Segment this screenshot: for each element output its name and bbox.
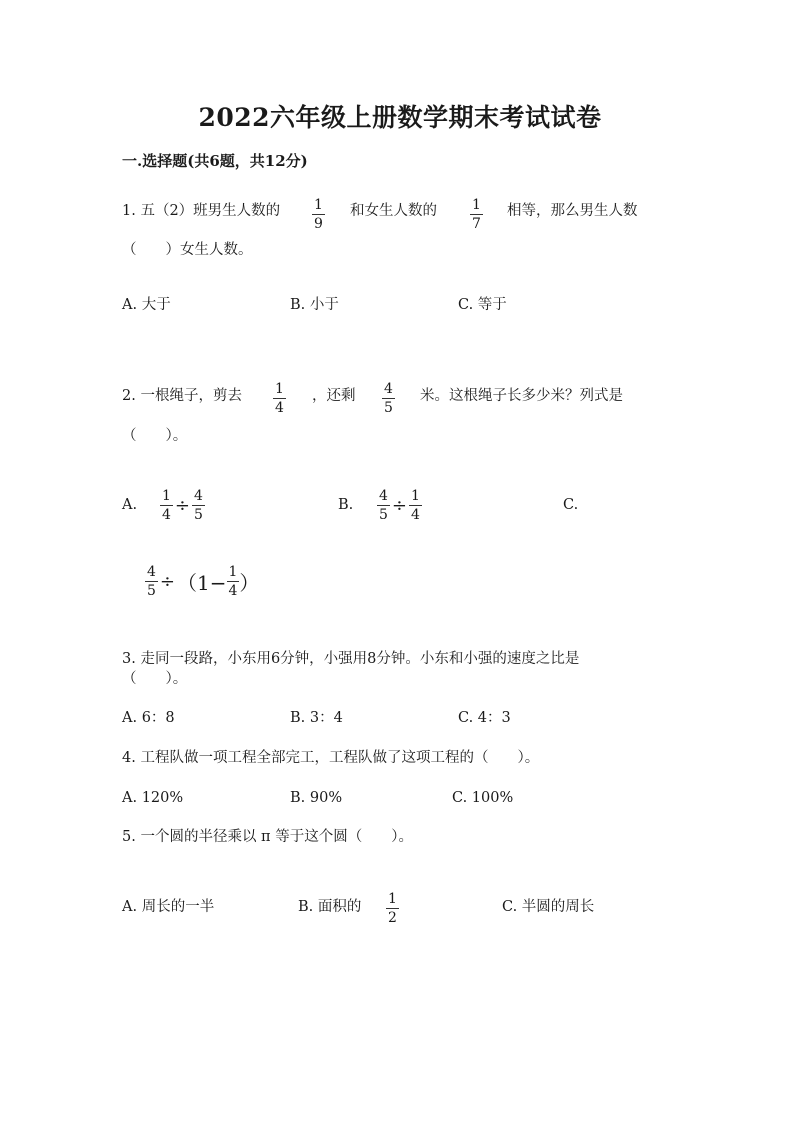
fraction-numerator: 1 bbox=[472, 197, 481, 213]
q2-option-c-expression[interactable] bbox=[145, 564, 259, 599]
fraction-denominator: 5 bbox=[384, 400, 393, 416]
q5-option-a[interactable]: A. 周长的一半 bbox=[122, 899, 215, 915]
q2-text-c: 米。这根绳子长多少米？列式是 bbox=[420, 388, 623, 404]
q2-option-b-label[interactable]: B. bbox=[338, 497, 354, 513]
q2-option-b-expression[interactable] bbox=[377, 488, 422, 523]
q5-option-b-fraction bbox=[386, 891, 399, 926]
divide-sign: ÷ bbox=[391, 495, 408, 516]
q4-text: 4. 工程队做一项工程全部完工，工程队做了这项工程的（ ）。 bbox=[122, 750, 540, 766]
q2-fraction-1 bbox=[273, 381, 286, 416]
q1-text-c: 相等，那么男生人数 bbox=[507, 203, 638, 219]
fraction-denominator: 4 bbox=[228, 583, 238, 599]
right-paren: ） bbox=[239, 571, 260, 595]
section-heading: 一.选择题(共6题，共12分) bbox=[122, 152, 308, 170]
q4-option-c[interactable]: C. 100% bbox=[452, 790, 514, 806]
fraction-numerator: 1 bbox=[162, 488, 171, 504]
q5-text: 5. 一个圆的半径乘以 π 等于这个圆（ ）。 bbox=[122, 829, 413, 845]
divide-sign: ÷ bbox=[174, 495, 191, 516]
q5-option-c[interactable]: C. 半圆的周长 bbox=[502, 899, 595, 915]
q3-option-c[interactable]: C. 4：3 bbox=[458, 710, 511, 726]
q3-text-a: 3. 走同一段路，小东用6分钟，小强用8分钟。小东和小强的速度之比是 bbox=[122, 651, 580, 667]
fraction-denominator: 4 bbox=[411, 507, 420, 523]
fraction bbox=[160, 488, 173, 523]
fraction-denominator: 2 bbox=[388, 910, 397, 926]
fraction-numerator: 4 bbox=[384, 381, 393, 397]
q5-option-b[interactable]: B. 面积的 bbox=[298, 899, 362, 915]
fraction-numerator: 4 bbox=[379, 488, 388, 504]
page-title: 2022六年级上册数学期末考试试卷 bbox=[198, 103, 602, 132]
q3-option-b[interactable]: B. 3：4 bbox=[290, 710, 343, 726]
fraction-denominator: 9 bbox=[314, 216, 323, 232]
q2-text-b: ，还剩 bbox=[312, 388, 356, 404]
q2-option-c-label[interactable]: C. bbox=[563, 497, 579, 513]
q1-text-d: （ ）女生人数。 bbox=[122, 242, 253, 258]
fraction-numerator: 1 bbox=[314, 197, 323, 213]
fraction bbox=[227, 564, 240, 599]
left-paren-one-minus: （1− bbox=[177, 571, 227, 595]
fraction-numerator: 1 bbox=[411, 488, 420, 504]
divide-sign: ÷ bbox=[159, 571, 176, 592]
fraction-denominator: 5 bbox=[194, 507, 203, 523]
fraction bbox=[192, 488, 205, 523]
q1-fraction-2 bbox=[470, 197, 483, 232]
q2-fraction-2 bbox=[382, 381, 395, 416]
q4-option-b[interactable]: B. 90% bbox=[290, 790, 343, 806]
fraction-denominator: 5 bbox=[379, 507, 388, 523]
fraction-numerator: 1 bbox=[228, 564, 238, 580]
q1-fraction-1 bbox=[312, 197, 325, 232]
q2-option-a-expression[interactable] bbox=[160, 488, 205, 523]
q2-text-a: 2. 一根绳子，剪去 bbox=[122, 388, 242, 404]
q1-option-a[interactable]: A. 大于 bbox=[122, 297, 171, 313]
q3-text-b: （ ）。 bbox=[122, 671, 188, 687]
fraction bbox=[377, 488, 390, 523]
fraction-numerator: 1 bbox=[388, 891, 397, 907]
fraction bbox=[145, 564, 158, 599]
fraction-numerator: 4 bbox=[194, 488, 203, 504]
q4-option-a[interactable]: A. 120% bbox=[122, 790, 184, 806]
q2-option-a-label[interactable]: A. bbox=[122, 497, 138, 513]
q1-option-c[interactable]: C. 等于 bbox=[458, 297, 507, 313]
fraction-numerator: 4 bbox=[147, 564, 156, 580]
fraction-denominator: 4 bbox=[162, 507, 171, 523]
q2-text-d: （ ）。 bbox=[122, 428, 188, 444]
q1-text-b: 和女生人数的 bbox=[350, 203, 437, 219]
fraction-denominator: 7 bbox=[472, 216, 481, 232]
fraction-denominator: 5 bbox=[147, 583, 156, 599]
q1-text-a: 1. 五（2）班男生人数的 bbox=[122, 203, 281, 219]
q1-option-b[interactable]: B. 小于 bbox=[290, 297, 339, 313]
q3-option-a[interactable]: A. 6：8 bbox=[122, 710, 175, 726]
fraction bbox=[409, 488, 422, 523]
fraction-numerator: 1 bbox=[275, 381, 284, 397]
fraction-denominator: 4 bbox=[275, 400, 284, 416]
